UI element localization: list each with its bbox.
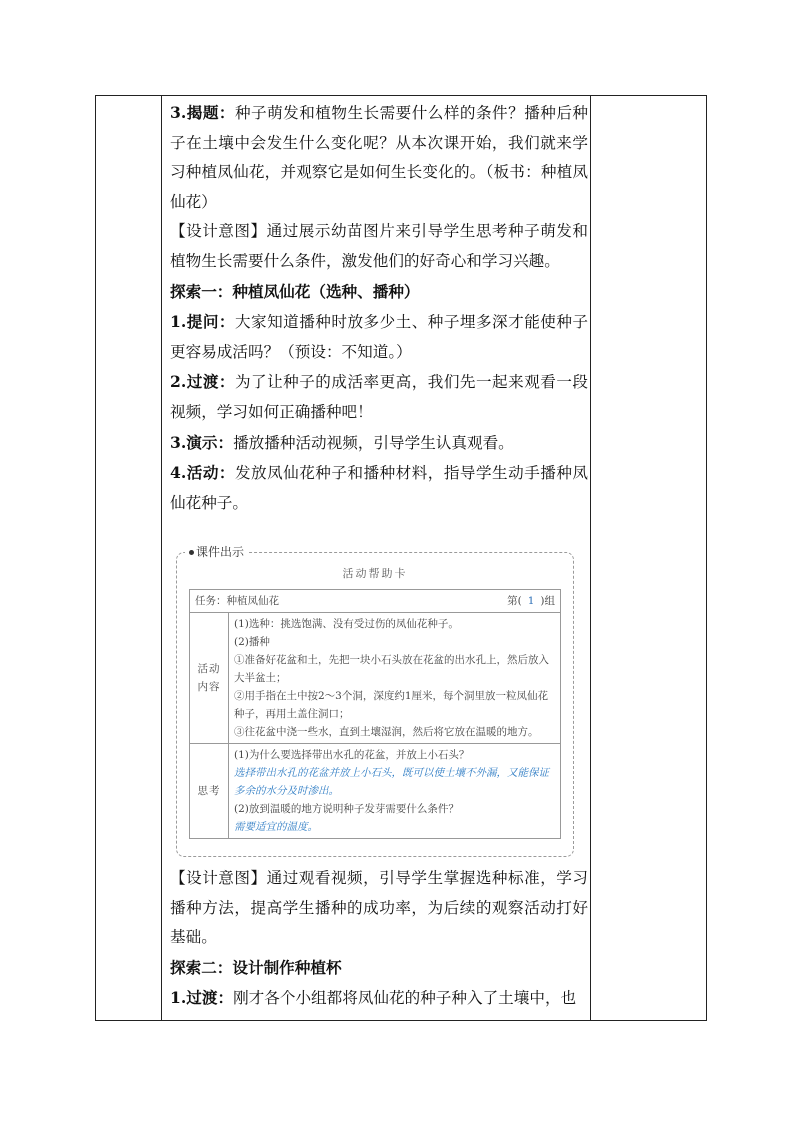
activity-line: ①准备好花盆和土，先把一块小石头放在花盆的出水孔上，然后放入大半盆土； bbox=[234, 654, 549, 684]
step-demo bbox=[170, 428, 588, 459]
step-head: 1.过渡： bbox=[170, 988, 234, 1008]
step-text: 大家知道播种时放多少土、种子埋多深才能使种子更容易成活吗？（预设：不知道。） bbox=[170, 313, 588, 361]
tag-dot-icon bbox=[189, 550, 194, 555]
step-head: 4.活动： bbox=[170, 463, 235, 483]
step-text: 为了让种子的成活率更高，我们先一起来观看一段视频，学习如何正确播种吧！ bbox=[170, 373, 588, 421]
think-row bbox=[190, 744, 561, 839]
card-table bbox=[189, 589, 561, 839]
column-divider-left bbox=[161, 96, 162, 1020]
explore-1-title bbox=[170, 277, 588, 308]
step-text: 发放凤仙花种子和播种材料，指导学生动手播种凤仙花种子。 bbox=[170, 464, 588, 512]
explore-title-text: 探索二：设计制作种植杯 bbox=[170, 957, 342, 977]
step-head: 1.提问： bbox=[170, 312, 235, 332]
step-activity bbox=[170, 458, 588, 518]
courseware-tag bbox=[185, 545, 248, 559]
intent-head: 【设计意图】 bbox=[170, 222, 267, 241]
design-intent-2 bbox=[170, 864, 588, 953]
intent-head: 【设计意图】 bbox=[170, 869, 267, 887]
task-row bbox=[190, 590, 561, 613]
activity-line: ②用手指在土中按2～3个洞，深度约1厘米，每个洞里放一粒凤仙花种子，再用土盖住洞口； bbox=[234, 690, 549, 720]
step-head: 3.演示： bbox=[170, 432, 234, 452]
lesson-content-lower bbox=[170, 864, 588, 1014]
step-transition-2 bbox=[170, 983, 588, 1014]
card-title: 活动帮助卡 bbox=[342, 567, 408, 580]
section-head: 3.揭题： bbox=[170, 103, 235, 122]
activity-line: (1)选种：挑选饱满、没有受过伤的凤仙花种子。 bbox=[234, 618, 459, 630]
group-prefix: 第( bbox=[507, 595, 522, 607]
activity-label: 活动内容 bbox=[190, 613, 229, 744]
group-number: 1 bbox=[527, 595, 535, 607]
intent-text: 通过观看视频，引导学生掌握选种标准，学习播种方法，提高学生播种的成功率，为后续的观察活动打好基础。 bbox=[170, 869, 588, 947]
step-transition bbox=[170, 367, 588, 427]
activity-content bbox=[229, 613, 561, 744]
courseware-tag-label: 课件出示 bbox=[196, 545, 245, 559]
activity-help-card bbox=[176, 545, 574, 857]
think-content bbox=[229, 744, 561, 839]
task-cell bbox=[190, 590, 561, 613]
explore-title-text: 探索一：种植凤仙花（选种、播种） bbox=[170, 281, 420, 301]
step-head: 2.过渡： bbox=[170, 372, 235, 392]
activity-line: ③往花盆中浇一些水，直到土壤湿润，然后将它放在温暖的地方。 bbox=[234, 726, 539, 738]
activity-row bbox=[190, 613, 561, 744]
task-label: 任务：种植凤仙花 bbox=[195, 595, 279, 607]
explore-2-title bbox=[170, 953, 588, 984]
column-divider-right bbox=[590, 96, 591, 1020]
lesson-table bbox=[95, 95, 707, 1021]
design-intent-1 bbox=[170, 217, 588, 276]
group-label bbox=[507, 592, 555, 610]
step-question bbox=[170, 307, 588, 367]
think-label: 思考 bbox=[190, 744, 229, 839]
intent-text: 通过展示幼苗图片来引导学生思考种子萌发和植物生长需要什么条件，激发他们的好奇心和学习兴趣。 bbox=[170, 222, 588, 270]
question-1: (1)为什么要选择带出水孔的花盆，并放上小石头？ bbox=[234, 749, 470, 761]
step-text: 刚才各个小组都将凤仙花的种子种入了土壤中，也 bbox=[233, 989, 577, 1008]
activity-line: (2)播种 bbox=[234, 636, 270, 648]
answer-1: 选择带出水孔的花盆并放上小石头，既可以使土壤不外漏，又能保证多余的水分及时渗出。 bbox=[234, 767, 549, 797]
question-2: (2)放到温暖的地方说明种子发芽需要什么条件？ bbox=[234, 803, 459, 815]
section-reveal-topic bbox=[170, 98, 588, 217]
answer-2: 需要适宜的温度。 bbox=[234, 821, 318, 833]
group-suffix: )组 bbox=[540, 595, 555, 607]
step-text: 播放播种活动视频，引导学生认真观看。 bbox=[233, 433, 514, 452]
section-text: 种子萌发和植物生长需要什么样的条件？播种后种子在土壤中会发生什么变化呢？从本次课开始，我们就来学习种植凤仙花，并观察它是如何生长变化的。（板书：种植凤仙花） bbox=[170, 104, 588, 211]
lesson-content bbox=[170, 98, 588, 518]
